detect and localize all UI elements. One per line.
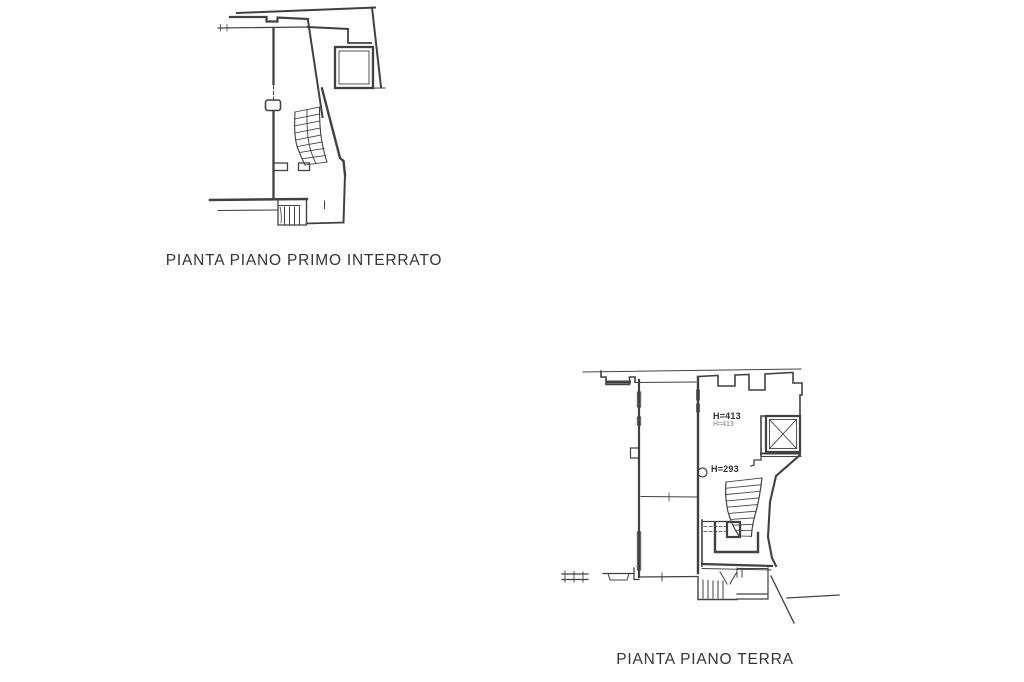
floor-plan-ground-drawing: [555, 362, 845, 634]
elevator-shaft: [751, 416, 801, 466]
plan-caption-ground: PIANTA PIANO TERRA: [616, 651, 794, 668]
basement-entry-steps: [278, 200, 307, 225]
basement-shaft-room: [335, 47, 373, 88]
plan-caption-basement: PIANTA PIANO PRIMO INTERRATO: [165, 252, 443, 269]
column-circle-marker: [698, 468, 707, 477]
ground-walls: [562, 369, 802, 582]
floor-plan-basement-drawing: [150, 0, 450, 250]
ground-entry-steps: [698, 568, 839, 623]
basement-walls: [210, 8, 385, 224]
ground-staircase: [702, 478, 762, 552]
column-marker: [266, 100, 281, 111]
ground-annotations: [698, 411, 741, 477]
room-height-label-secondary: H=293: [711, 464, 739, 474]
room-height-label-main: H=413: [713, 411, 741, 421]
room-height-label-ghost: H=413: [713, 421, 734, 428]
